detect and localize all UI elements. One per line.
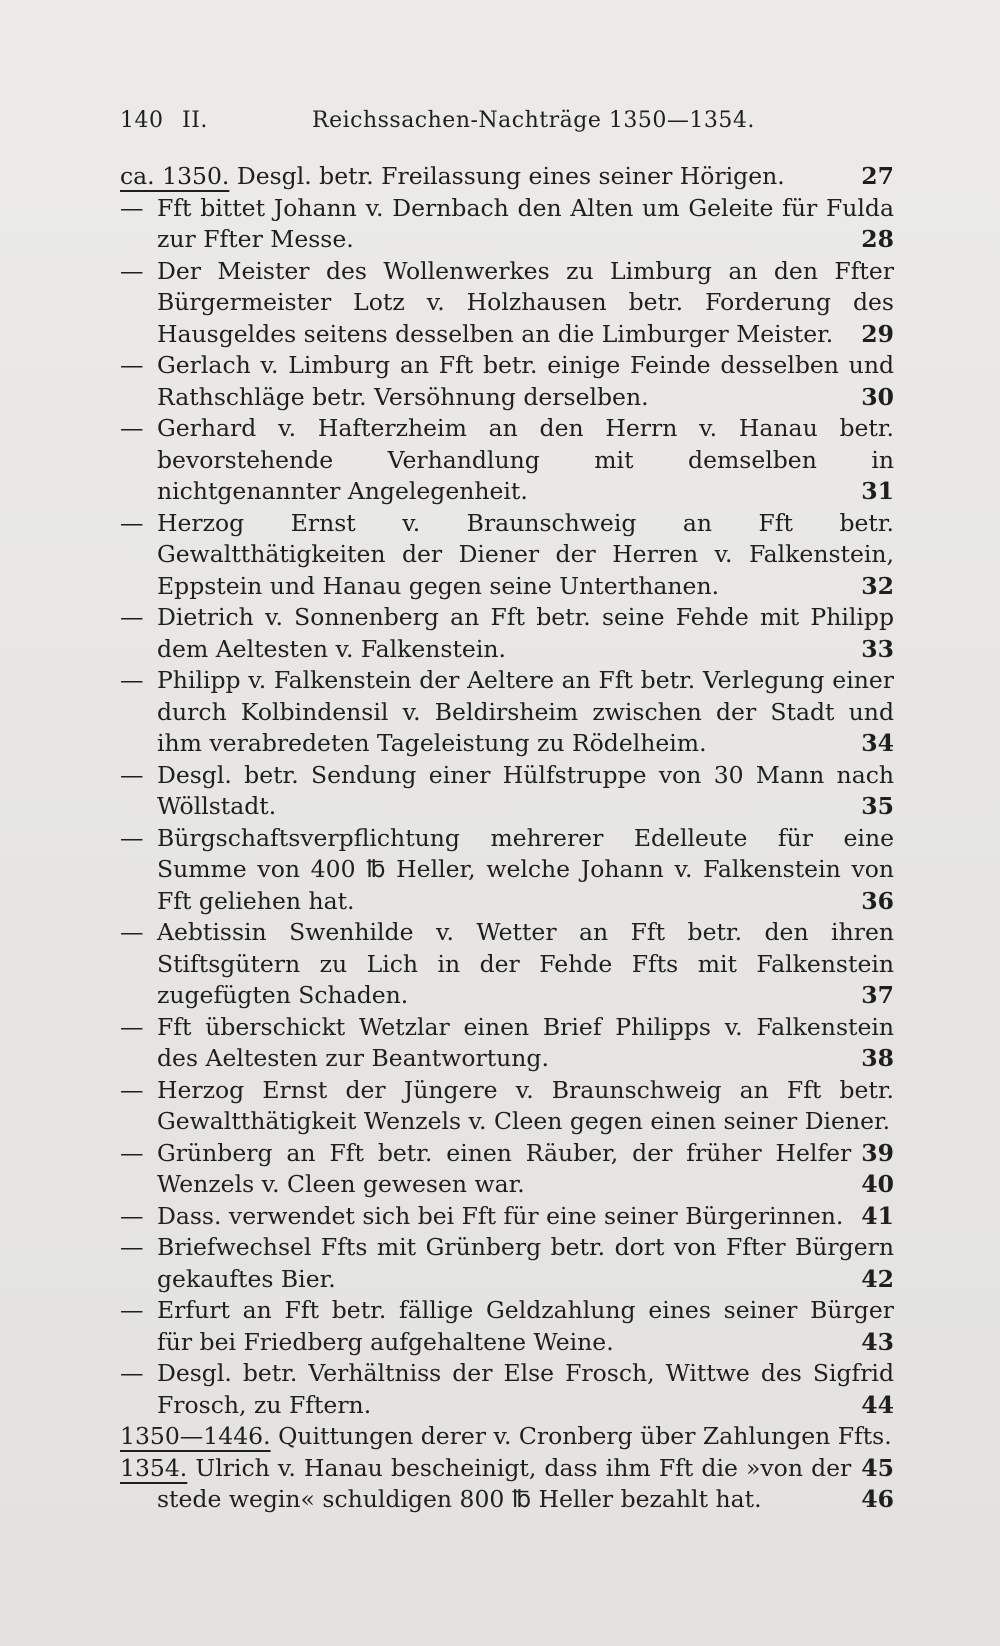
entry-text: Dietrich v. Sonnenberg an Fft betr. seine Fehde mit Philipp dem Aeltesten v. Falkenstein. — [157, 603, 894, 663]
register-entry — [120, 508, 894, 603]
entry-dash: — — [120, 256, 144, 285]
entry-number: 27 — [861, 162, 894, 190]
entry-text: Briefwechsel Ffts mit Grünberg betr. dort von Ffter Bürgern gekauftes Bier. — [157, 1233, 894, 1293]
entry-text: Desgl. betr. Freilassung eines seiner Hörigen. — [236, 162, 785, 190]
entry-dash: — — [120, 1201, 144, 1230]
register-entry — [120, 1232, 894, 1295]
register-entry — [120, 1075, 894, 1167]
entry-number: 35 — [861, 792, 894, 820]
register-entry — [120, 1138, 894, 1201]
entry-number: 34 — [861, 729, 894, 757]
entry-dash: — — [120, 603, 144, 631]
entry-number: 45 — [861, 1453, 894, 1482]
entry-number: 44 — [861, 1390, 894, 1419]
entry-text: Herzog Ernst der Jüngere v. Braunschweig an Fft betr. Gewaltthätigkeit Wenzels v. Cleen gegen einen seiner Diener. — [157, 1075, 894, 1135]
entry-text: Fft bittet Johann v. Dernbach den Alten um Geleite für Fulda zur Ffter Messe. — [157, 193, 894, 253]
register-entry — [120, 602, 894, 665]
entry-dash: — — [120, 1012, 144, 1041]
entry-text: Herzog Ernst v. Braunschweig an Fft betr. Gewaltthätigkeiten der Diener der Herren v. Falkenstein, Eppstein und Hanau gegen seine Unterthanen. — [157, 508, 894, 600]
entry-number: 28 — [861, 225, 894, 253]
entry-dash: — — [120, 508, 144, 537]
entry-dash: — — [120, 1233, 144, 1261]
entry-text: Der Meister des Wollenwerkes zu Limburg an den Ffter Bürgermeister Lotz v. Holzhausen betr. Forderung des Hausgeldes seitens desselben an die Limburger Meister. — [157, 256, 894, 348]
entry-text: Desgl. betr. Sendung einer Hülfstruppe von 30 Mann nach Wöllstadt. — [157, 760, 894, 820]
entry-number: 39 — [861, 1138, 894, 1167]
register-entries — [120, 161, 894, 1516]
entry-text: Desgl. betr. Verhältniss der Else Frosch, Wittwe des Sigfrid Frosch, zu Fftern. — [157, 1359, 894, 1419]
register-entry — [120, 760, 894, 823]
entry-text: Fft überschickt Wetzlar einen Brief Philipps v. Falkenstein des Aeltesten zur Beantwortung. — [157, 1012, 894, 1072]
entry-dash: — — [120, 351, 144, 379]
register-entry — [120, 413, 894, 508]
entry-dash: — — [120, 1296, 144, 1324]
register-entry — [120, 256, 894, 351]
entry-dash: — — [120, 760, 144, 789]
register-entry — [120, 665, 894, 760]
entry-dash: — — [120, 193, 144, 222]
entry-text: Quittungen derer v. Cronberg über Zahlungen Ffts. — [278, 1422, 892, 1450]
entry-number: 33 — [861, 634, 894, 663]
entry-dash: — — [120, 918, 144, 946]
entry-number: 32 — [861, 571, 894, 600]
entry-date: 1350—1446. — [120, 1422, 271, 1450]
entry-dash: — — [120, 823, 144, 852]
entry-number: 41 — [861, 1201, 894, 1230]
register-entry — [120, 350, 894, 413]
register-entry — [120, 161, 894, 193]
entry-number: 40 — [861, 1170, 894, 1198]
entry-text: Grünberg an Fft betr. einen Räuber, der früher Helfer Wenzels v. Cleen gewesen war. — [157, 1138, 852, 1198]
entry-dash: — — [120, 1075, 144, 1104]
entry-date: ca. 1350. — [120, 162, 230, 190]
entry-number: 43 — [861, 1327, 894, 1356]
entry-text: Gerlach v. Limburg an Fft betr. einige Feinde desselben und Rathschläge betr. Versöhnung derselben. — [157, 351, 894, 411]
register-entry — [120, 823, 894, 918]
register-entry — [120, 1358, 894, 1421]
entry-text: Bürgschaftsverpflichtung mehrerer Edelleute für eine Summe von 400 ℔ Heller, welche Johann v. Falkenstein von Fft geliehen hat. — [157, 823, 894, 915]
entry-text: Dass. verwendet sich bei Fft für eine seiner Bürgerinnen. — [157, 1201, 844, 1230]
entry-number: 31 — [861, 477, 894, 505]
entry-number: 30 — [861, 382, 894, 411]
entry-number: 37 — [861, 981, 894, 1009]
entry-number: 46 — [861, 1485, 894, 1513]
entry-dash: — — [120, 1138, 144, 1167]
entry-text: Aebtissin Swenhilde v. Wetter an Fft betr. den ihren Stiftsgütern zu Lich in der Fehde Ffts mit Falkenstein zugefügten Schaden. — [157, 918, 894, 1009]
register-entry — [120, 1295, 894, 1358]
section-number: II. — [182, 108, 208, 133]
entry-dash: — — [120, 666, 144, 694]
entry-date: 1354. — [120, 1453, 188, 1482]
register-entry — [120, 1453, 894, 1516]
register-entry — [120, 1201, 894, 1233]
entry-number: 29 — [861, 319, 894, 348]
entry-text: Ulrich v. Hanau bescheinigt, dass ihm Fft die »von der stede wegin« schuldigen 800 ℔ Heller bezahlt hat. — [157, 1453, 852, 1513]
entry-text: Erfurt an Fft betr. fällige Geldzahlung eines seiner Bürger für bei Friedberg aufgehaltene Weine. — [157, 1296, 894, 1356]
entry-text: Gerhard v. Hafterzheim an den Herrn v. Hanau betr. bevorstehende Verhandlung mit demselben in nichtgenannter Angelegenheit. — [157, 414, 894, 505]
register-entry — [120, 917, 894, 1012]
entry-number: 38 — [861, 1044, 894, 1072]
entry-dash: — — [120, 1359, 144, 1387]
entry-text: Philipp v. Falkenstein der Aeltere an Fft betr. Verlegung einer durch Kolbindensil v. Beldirsheim zwischen der Stadt und ihm verabredeten Tageleistung zu Rödelheim. — [157, 666, 894, 757]
register-entry — [120, 193, 894, 256]
entry-dash: — — [120, 414, 144, 442]
running-title: Reichssachen-Nachträge 1350—1354. — [312, 108, 755, 133]
page-number: 140 — [120, 108, 164, 133]
entry-number: 42 — [861, 1264, 894, 1293]
entry-number: 36 — [861, 886, 894, 915]
register-entry — [120, 1012, 894, 1075]
